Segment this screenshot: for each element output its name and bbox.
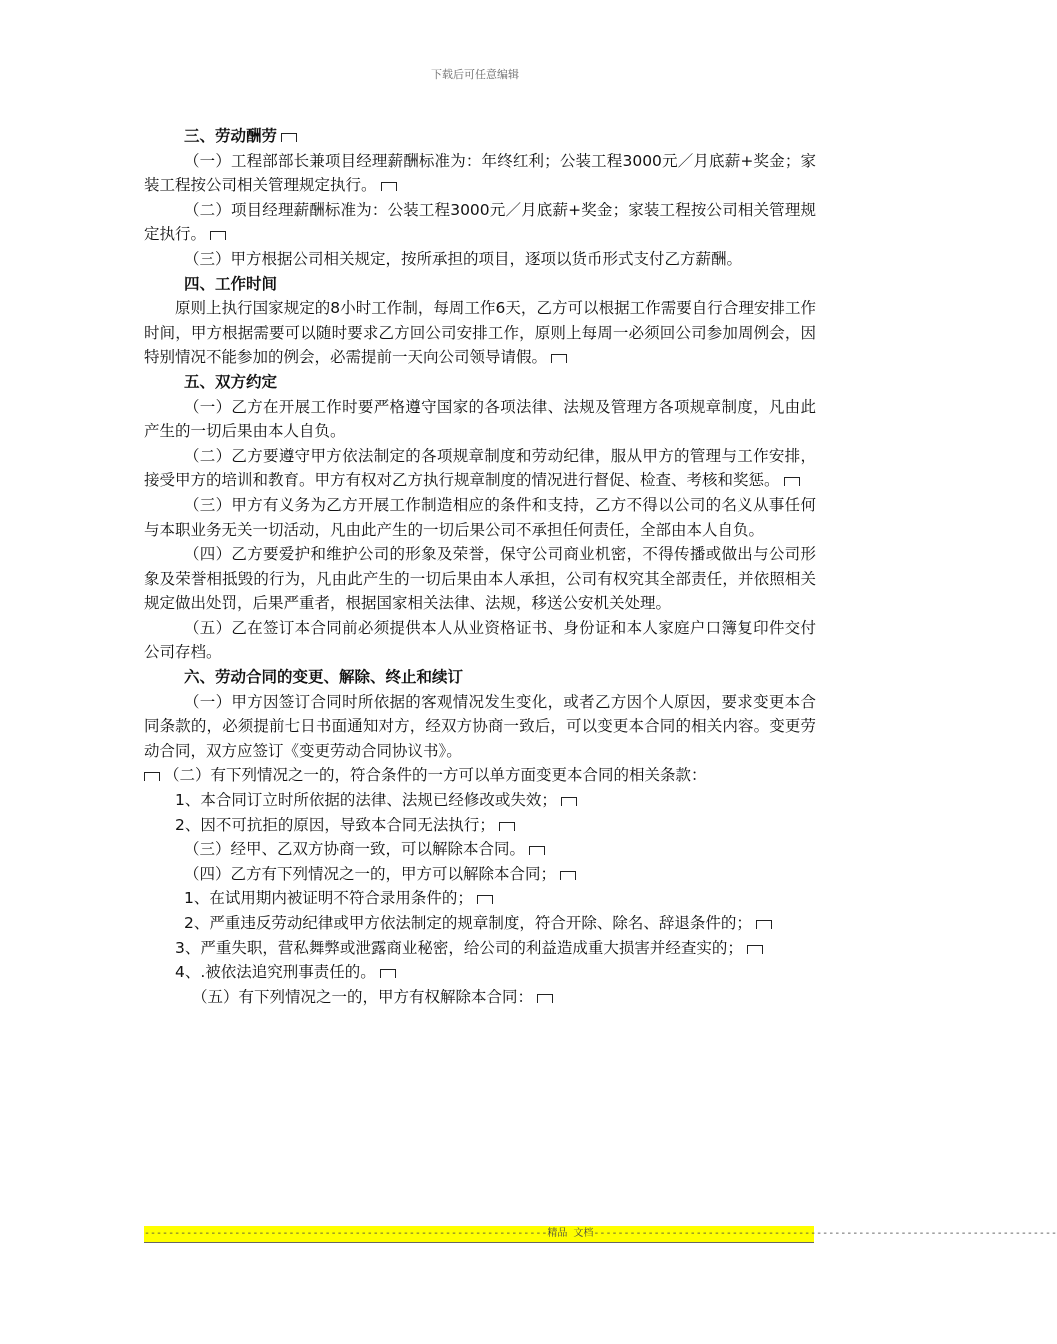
- paragraph: （二）有下列情况之一的，符合条件的一方可以单方面变更本合同的相关条款：: [144, 763, 816, 788]
- paragraph: （四）乙方有下列情况之一的，甲方可以解除本合同；: [144, 862, 816, 887]
- list-item: 1、本合同订立时所依据的法律、法规已经修改或失效；: [144, 788, 816, 813]
- paragraph-mark-icon: [477, 895, 493, 904]
- paragraph: （五）有下列情况之一的，甲方有权解除本合同：: [144, 985, 816, 1010]
- paragraph-mark-icon: [499, 822, 515, 831]
- paragraph-mark-icon: [784, 477, 800, 486]
- paragraph: （三）甲方根据公司相关规定，按所承担的项目，逐项以货币形式支付乙方薪酬。: [184, 249, 743, 268]
- list-item: 2、严重违反劳动纪律或甲方依法制定的规章制度，符合开除、除名、辞退条件的；: [144, 911, 816, 936]
- paragraph: （三）经甲、乙双方协商一致，可以解除本合同。: [144, 837, 816, 862]
- paragraph: （二）项目经理薪酬标准为：公装工程3000元／月底薪+奖金；家装工程按公司相关管理规定执行。: [144, 200, 816, 244]
- section-heading-3: 三、劳动酬劳: [144, 124, 816, 149]
- page-footer: -------------------------------------------------------------------精品 文档-----------------------------------------------------------------------------: [144, 1226, 814, 1243]
- paragraph: （一）乙方在开展工作时要严格遵守国家的各项法律、法规及管理方各项规章制度，凡由此产生的一切后果由本人自负。: [144, 397, 816, 441]
- footer-label: 精品 文档: [547, 1228, 594, 1239]
- paragraph: （一）甲方因签订合同时所依据的客观情况发生变化，或者乙方因个人原因，要求变更本合同条款的，必须提前七日书面通知对方，经双方协商一致后，可以变更本合同的相关内容。变更劳动合同，双方应签订《变更劳动合同协议书》。: [144, 692, 816, 760]
- paragraph: 原则上执行国家规定的8小时工作制，每周工作6天，乙方可以根据工作需要自行合理安排工作时间，甲方根据需要可以随时要求乙方回公司安排工作，原则上每周一必须回公司参加周例会，因特别情况不能参加的例会，必需提前一天向公司领导请假。: [144, 299, 816, 367]
- section-heading-5: 五、双方约定: [184, 372, 278, 391]
- paragraph: （四）乙方要爱护和维护公司的形象及荣誉，保守公司商业机密，不得传播或做出与公司形象及荣誉相抵毁的行为，凡由此产生的一切后果由本人承担，公司有权究其全部责任，并依照相关规定做出处罚，后果严重者，根据国家相关法律、法规，移送公安机关处理。: [144, 545, 816, 613]
- paragraph-mark-icon: [551, 354, 567, 363]
- list-item: 2、因不可抗拒的原因，导致本合同无法执行；: [144, 813, 816, 838]
- paragraph-mark-icon: [747, 945, 763, 954]
- paragraph: （一）工程部部长兼项目经理薪酬标准为：年终红利；公装工程3000元／月底薪+奖金；家装工程按公司相关管理规定执行。: [144, 151, 816, 195]
- paragraph: （二）乙方要遵守甲方依法制定的各项规章制度和劳动纪律，服从甲方的管理与工作安排，接受甲方的培训和教育。甲方有权对乙方执行规章制度的情况进行督促、检查、考核和奖惩。: [144, 446, 816, 490]
- list-item: 1、在试用期内被证明不符合录用条件的；: [144, 886, 816, 911]
- page-header: 下载后可任意编辑: [431, 68, 519, 81]
- paragraph-mark-icon: [144, 772, 160, 781]
- paragraph-mark-icon: [537, 994, 553, 1003]
- section-heading-4: 四、工作时间: [184, 274, 278, 293]
- paragraph-mark-icon: [380, 969, 396, 978]
- paragraph-mark-icon: [756, 920, 772, 929]
- paragraph-mark-icon: [381, 182, 397, 191]
- paragraph: （三）甲方有义务为乙方开展工作制造相应的条件和支持，乙方不得以公司的名义从事任何与本职业务无关一切活动，凡由此产生的一切后果公司不承担任何责任，全部由本人自负。: [144, 495, 816, 539]
- section-heading-6: 六、劳动合同的变更、解除、终止和续订: [184, 668, 464, 687]
- paragraph-mark-icon: [281, 133, 297, 142]
- document-body: [144, 124, 816, 1009]
- list-item: 4、.被依法追究刑事责任的。: [144, 960, 816, 985]
- paragraph-mark-icon: [561, 797, 577, 806]
- list-item: 3、严重失职，营私舞弊或泄露商业秘密，给公司的利益造成重大损害并经查实的；: [144, 936, 816, 961]
- paragraph-mark-icon: [560, 871, 576, 880]
- paragraph-mark-icon: [210, 231, 226, 240]
- paragraph-mark-icon: [529, 846, 545, 855]
- paragraph: （五）乙在签订本合同前必须提供本人从业资格证书、身份证和本人家庭户口簿复印件交付公司存档。: [144, 618, 816, 662]
